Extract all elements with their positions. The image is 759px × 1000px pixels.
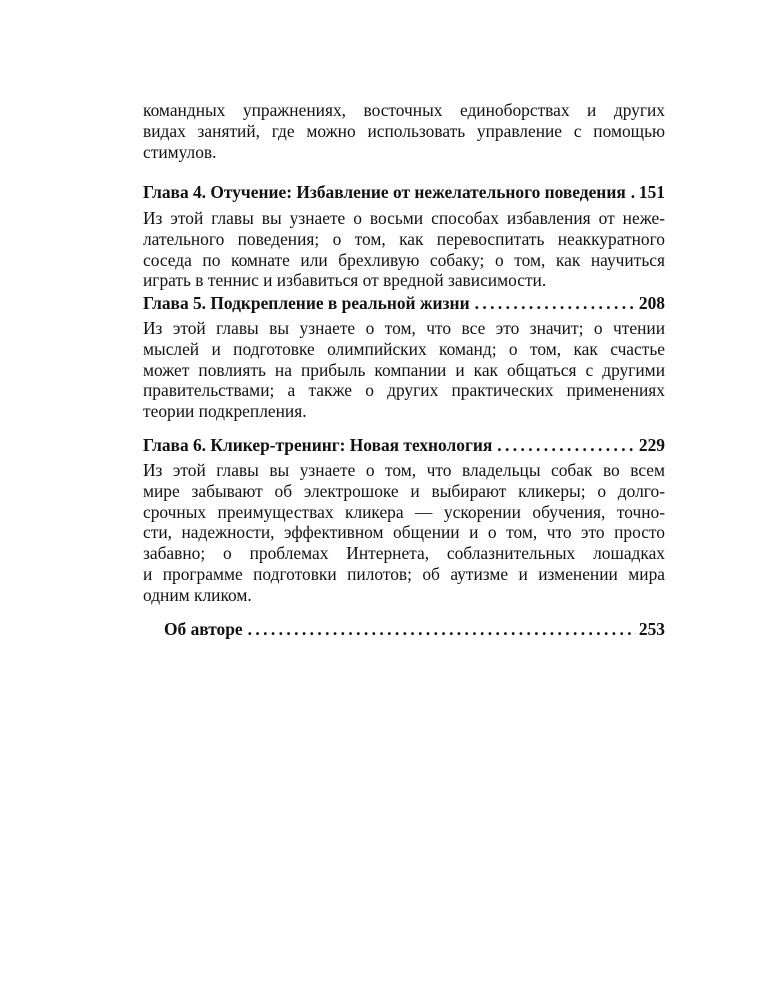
intro-paragraph	[143, 100, 665, 162]
description-line: может повлиять на прибыль компании и как общаться с другими	[143, 359, 665, 380]
description-line: одним кликом.	[143, 584, 252, 605]
chapter-5-description	[143, 318, 665, 422]
description-line: мыслей и подготовке олимпийских команд; о том, как счастье	[143, 338, 665, 359]
intro-line: видах занятий, где можно использовать управление с помощью	[143, 120, 665, 141]
toc-entry-chapter-5[interactable]	[143, 292, 665, 314]
chapter-title: Глава 6. Кликер-тренинг: Новая технология	[143, 435, 493, 455]
chapter-title: Глава 5. Подкрепление в реальной жизни	[143, 293, 470, 313]
intro-line: стимулов.	[143, 141, 217, 162]
page-number: 151	[638, 182, 665, 202]
description-line: теории подкрепления.	[143, 401, 307, 422]
dot-leader	[248, 618, 636, 640]
dot-leader	[475, 292, 636, 314]
description-line: Из этой главы вы узнаете о восьми способах избавления от неже-	[143, 208, 665, 228]
chapter-title: Глава 4. Отучение: Избавление от нежелательного поведения	[143, 182, 626, 202]
description-line: срочных преимуществах кликера — ускорении обучения, точно-	[143, 501, 665, 522]
page-number: 229	[638, 435, 665, 455]
description-line: соседа по комнате или брехливую собаку; о том, как научиться	[143, 249, 665, 270]
description-line: забавно; о проблемах Интернета, соблазнительных лошадках	[143, 543, 665, 564]
chapter-6-description	[143, 460, 665, 606]
description-line: правительствами; а также о других практических применениях	[143, 380, 665, 401]
description-line: Из этой главы вы узнаете о том, что все это значит; о чтении	[143, 318, 665, 338]
description-line: играть в теннис и избавиться от вредной зависимости.	[143, 270, 547, 291]
description-line: сти, надежности, эффективном общении и о том, что это просто	[143, 522, 665, 543]
dot-leader	[631, 181, 636, 203]
about-title: Об авторе	[164, 619, 243, 639]
description-line: и программе подготовки пилотов; об аутизме и изменении мира	[143, 563, 665, 584]
toc-entry-about-author[interactable]	[164, 618, 665, 640]
toc-entry-chapter-6[interactable]	[143, 434, 665, 456]
page-number: 208	[638, 293, 665, 313]
toc-entry-chapter-4[interactable]	[143, 181, 665, 203]
intro-line: командных упражнениях, восточных единоборствах и других	[143, 100, 665, 120]
chapter-4-description	[143, 208, 665, 291]
description-line: мире забывают об электрошоке и выбирают кликеры; о долго-	[143, 480, 665, 501]
description-line: лательного поведения; о том, как перевоспитать неаккуратного	[143, 228, 665, 249]
description-line: Из этой главы вы узнаете о том, что владельцы собак во всем	[143, 460, 665, 480]
page-number: 253	[638, 619, 665, 639]
dot-leader	[497, 434, 636, 456]
